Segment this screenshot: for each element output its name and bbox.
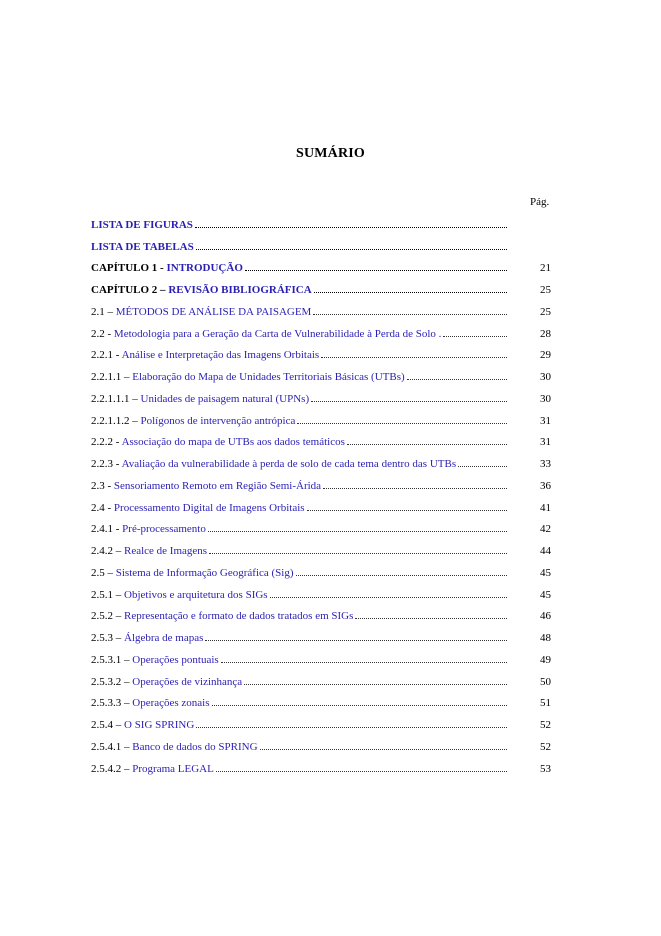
- toc-entry-title[interactable]: Análise e Interpretação das Imagens Orbitais: [121, 349, 320, 362]
- toc-entry-label: [91, 741, 258, 753]
- toc-entry-number: 2.2.1.1 –: [91, 371, 133, 384]
- toc-entry-text: [91, 393, 507, 405]
- toc-entry-title[interactable]: REVISÃO BIBLIOGRÁFICA: [168, 284, 312, 297]
- toc-entry-page-number: 50: [540, 675, 551, 688]
- toc-entry-page-number: 53: [540, 762, 551, 775]
- toc-dot-leader: [313, 306, 507, 315]
- toc-entry-text: [91, 480, 507, 492]
- toc-entry-number: 2.5.2 –: [91, 610, 124, 623]
- toc-entry[interactable]: [91, 562, 553, 584]
- toc-dot-leader: [209, 545, 507, 554]
- toc-entry-number: 2.5.1 –: [91, 588, 124, 601]
- table-of-contents: [91, 214, 553, 780]
- toc-entry-label: [91, 436, 345, 448]
- toc-entry[interactable]: [91, 649, 553, 671]
- toc-entry-label: [91, 306, 311, 318]
- toc-entry-page-number: 49: [540, 653, 551, 666]
- toc-entry[interactable]: [91, 758, 553, 780]
- toc-entry-text: [91, 371, 507, 383]
- toc-entry-label: [91, 219, 193, 231]
- toc-entry[interactable]: [91, 388, 553, 410]
- toc-entry-title[interactable]: Associação do mapa de UTBs aos dados temáticos: [121, 436, 345, 449]
- toc-entry-page-number: 36: [540, 479, 551, 492]
- toc-entry-label: [91, 502, 305, 514]
- toc-dot-leader: [212, 698, 507, 707]
- toc-dot-leader: [407, 371, 507, 380]
- toc-entry-number: 2.2.1 -: [91, 349, 122, 362]
- toc-entry-title[interactable]: LISTA DE FIGURAS: [91, 218, 193, 231]
- toc-entry-text: [91, 219, 507, 231]
- toc-entry-number: CAPÍTULO 2 –: [91, 284, 169, 297]
- toc-entry-title[interactable]: O SIG SPRING: [124, 719, 195, 732]
- toc-entry-text: [91, 241, 507, 253]
- toc-entry-page-number: 30: [540, 392, 551, 405]
- toc-entry-number: 2.5.4.2 –: [91, 762, 133, 775]
- toc-entry-label: [91, 697, 210, 709]
- toc-entry-label: [91, 523, 206, 535]
- toc-entry-text: [91, 306, 507, 318]
- toc-dot-leader: [443, 328, 507, 337]
- toc-entry-title[interactable]: Sistema de Informação Geográfica (Sig): [115, 566, 294, 579]
- toc-entry-label: [91, 610, 353, 622]
- toc-entry-title[interactable]: LISTA DE TABELAS: [91, 240, 194, 253]
- toc-entry-title[interactable]: Sensoriamento Remoto em Região Semi-Árida: [113, 479, 322, 492]
- toc-entry[interactable]: [91, 366, 553, 388]
- toc-entry-page-number: 25: [540, 284, 551, 297]
- toc-entry-page-number: 44: [540, 545, 551, 558]
- toc-dot-leader: [296, 567, 507, 576]
- toc-entry-title[interactable]: Pré-processamento: [122, 523, 206, 536]
- toc-entry-page-number: 46: [540, 610, 551, 623]
- toc-entry-label: [91, 567, 294, 579]
- toc-dot-leader: [307, 502, 507, 511]
- toc-entry-text: [91, 545, 507, 557]
- toc-entry-text: [91, 415, 507, 427]
- toc-dot-leader: [260, 741, 507, 750]
- toc-dot-leader: [297, 415, 507, 424]
- toc-entry-text: [91, 262, 507, 274]
- toc-entry-label: [91, 241, 194, 253]
- toc-entry-number: 2.5.3.3 –: [91, 697, 133, 710]
- toc-entry[interactable]: [91, 606, 553, 628]
- toc-entry-label: [91, 763, 214, 775]
- toc-entry-title[interactable]: Álgebra de mapas: [124, 632, 204, 645]
- toc-entry-page-number: 51: [540, 697, 551, 710]
- toc-entry-page-number: 52: [540, 740, 551, 753]
- toc-entry-label: [91, 654, 219, 666]
- toc-entry-label: [91, 676, 242, 688]
- toc-entry-number: 2.5.4.1 –: [91, 740, 133, 753]
- toc-entry-number: CAPÍTULO 1 -: [91, 262, 167, 275]
- toc-entry-title[interactable]: Elaboração do Mapa de Unidades Territoriais Básicas (UTBs): [132, 371, 405, 384]
- toc-entry-number: 2.2 -: [91, 327, 114, 340]
- toc-entry-text: [91, 349, 507, 361]
- toc-dot-leader: [458, 458, 507, 467]
- toc-entry-page-number: 33: [540, 458, 551, 471]
- toc-entry-number: 2.5.4 –: [91, 719, 124, 732]
- toc-entry-title[interactable]: Avaliação da vulnerabilidade à perda de solo de cada tema dentro das UTBs: [121, 458, 457, 471]
- toc-entry-title[interactable]: MÉTODOS DE ANÁLISE DA PAISAGEM: [115, 305, 312, 318]
- toc-entry-text: [91, 610, 507, 622]
- toc-entry[interactable]: [91, 475, 553, 497]
- toc-entry[interactable]: [91, 323, 553, 345]
- toc-entry-label: [91, 328, 441, 340]
- toc-dot-leader: [245, 263, 507, 272]
- toc-dot-leader: [221, 654, 507, 663]
- toc-entry-title[interactable]: Operações zonais: [132, 697, 210, 710]
- toc-entry-text: [91, 523, 507, 535]
- toc-entry-label: [91, 458, 456, 470]
- toc-entry-title[interactable]: Metodologia para a Geração da Carta de Vulnerabilidade à Perda de Solo .: [113, 327, 442, 340]
- toc-entry-label: [91, 284, 312, 296]
- toc-entry-number: 2.5.3.2 –: [91, 675, 133, 688]
- toc-entry-text: [91, 328, 507, 340]
- toc-dot-leader: [205, 632, 507, 641]
- toc-entry[interactable]: [91, 453, 553, 475]
- toc-entry-number: 2.2.1.1.1 –: [91, 392, 141, 405]
- toc-entry-label: [91, 480, 321, 492]
- page-column-header: Pág.: [530, 196, 550, 208]
- toc-entry[interactable]: [91, 258, 553, 280]
- toc-entry-page-number: 42: [540, 523, 551, 536]
- toc-dot-leader: [196, 241, 507, 250]
- toc-entry-label: [91, 262, 243, 274]
- toc-entry-title[interactable]: Operações pontuais: [132, 653, 219, 666]
- toc-entry-title[interactable]: Programa LEGAL: [132, 762, 214, 775]
- toc-dot-leader: [244, 676, 507, 685]
- toc-entry-number: 2.1 –: [91, 305, 116, 318]
- toc-dot-leader: [195, 219, 507, 228]
- toc-entry-page-number: 30: [540, 371, 551, 384]
- toc-entry-number: 2.5.3.1 –: [91, 653, 133, 666]
- toc-entry[interactable]: [91, 627, 553, 649]
- page-title: SUMÁRIO: [295, 146, 366, 161]
- toc-entry-label: [91, 545, 207, 557]
- toc-entry-text: [91, 589, 507, 601]
- toc-entry[interactable]: [91, 236, 553, 258]
- toc-entry[interactable]: [91, 693, 553, 715]
- toc-entry-page-number: 29: [540, 349, 551, 362]
- toc-entry-text: [91, 697, 507, 709]
- toc-entry[interactable]: [91, 519, 553, 541]
- toc-entry[interactable]: [91, 497, 553, 519]
- toc-entry-title[interactable]: Processamento Digital de Imagens Orbitais: [113, 501, 305, 514]
- toc-dot-leader: [321, 350, 507, 359]
- toc-entry-number: 2.2.1.1.2 –: [91, 414, 141, 427]
- toc-entry[interactable]: [91, 432, 553, 454]
- toc-entry-page-number: 41: [540, 501, 551, 514]
- toc-entry[interactable]: [91, 584, 553, 606]
- toc-entry-text: [91, 436, 507, 448]
- toc-entry-text: [91, 676, 507, 688]
- toc-entry-page-number: 21: [540, 262, 551, 275]
- toc-entry-text: [91, 719, 507, 731]
- toc-dot-leader: [196, 719, 507, 728]
- toc-entry[interactable]: [91, 301, 553, 323]
- toc-entry[interactable]: [91, 279, 553, 301]
- toc-entry-label: [91, 719, 194, 731]
- toc-entry-page-number: 52: [540, 719, 551, 732]
- toc-dot-leader: [355, 611, 507, 620]
- toc-entry-label: [91, 371, 405, 383]
- toc-entry-title[interactable]: Banco de dados do SPRING: [132, 740, 258, 753]
- toc-entry-text: [91, 654, 507, 666]
- toc-entry-number: 2.4 -: [91, 501, 114, 514]
- toc-entry-text: [91, 502, 507, 514]
- toc-entry[interactable]: [91, 214, 553, 236]
- toc-entry-title[interactable]: Unidades de paisagem natural (UPNs): [140, 392, 310, 405]
- toc-entry[interactable]: [91, 410, 553, 432]
- toc-entry-page-number: 31: [540, 436, 551, 449]
- toc-entry-label: [91, 415, 295, 427]
- toc-entry-number: 2.3 -: [91, 479, 114, 492]
- toc-entry-number: 2.5.3 –: [91, 632, 124, 645]
- toc-dot-leader: [216, 763, 507, 772]
- toc-dot-leader: [314, 284, 507, 293]
- toc-entry[interactable]: [91, 540, 553, 562]
- toc-entry-page-number: 48: [540, 632, 551, 645]
- toc-entry-text: [91, 458, 507, 470]
- toc-entry-title[interactable]: Realce de Imagens: [124, 545, 208, 558]
- toc-dot-leader: [347, 437, 507, 446]
- toc-entry-title[interactable]: Operações de vizinhança: [132, 675, 243, 688]
- toc-entry[interactable]: [91, 714, 553, 736]
- toc-dot-leader: [208, 524, 507, 533]
- toc-entry-label: [91, 589, 268, 601]
- toc-entry-number: 2.5 –: [91, 566, 116, 579]
- toc-entry-title[interactable]: Objetivos e arquitetura dos SIGs: [124, 588, 268, 601]
- toc-entry-number: 2.2.2 -: [91, 436, 122, 449]
- toc-entry-text: [91, 763, 507, 775]
- toc-entry[interactable]: [91, 671, 553, 693]
- toc-dot-leader: [270, 589, 507, 598]
- toc-entry-title[interactable]: INTRODUÇÃO: [166, 262, 243, 275]
- toc-entry-page-number: 45: [540, 566, 551, 579]
- toc-entry-number: 2.4.2 –: [91, 545, 124, 558]
- toc-entry-text: [91, 632, 507, 644]
- toc-entry[interactable]: [91, 345, 553, 367]
- toc-entry-page-number: 31: [540, 414, 551, 427]
- toc-dot-leader: [311, 393, 507, 402]
- toc-entry-number: 2.4.1 -: [91, 523, 123, 536]
- toc-entry-label: [91, 632, 203, 644]
- toc-entry-text: [91, 741, 507, 753]
- toc-entry-page-number: 25: [540, 305, 551, 318]
- toc-entry-page-number: 45: [540, 588, 551, 601]
- toc-entry-title[interactable]: Polígonos de intervenção antrópica: [140, 414, 296, 427]
- toc-entry-label: [91, 393, 309, 405]
- toc-entry-number: 2.2.3 -: [91, 458, 122, 471]
- toc-entry-title[interactable]: Representação e formato de dados tratados em SIGs: [124, 610, 354, 623]
- toc-dot-leader: [323, 480, 507, 489]
- toc-entry[interactable]: [91, 736, 553, 758]
- toc-entry-text: [91, 284, 507, 296]
- toc-entry-text: [91, 567, 507, 579]
- toc-entry-page-number: 28: [540, 327, 551, 340]
- toc-entry-label: [91, 349, 319, 361]
